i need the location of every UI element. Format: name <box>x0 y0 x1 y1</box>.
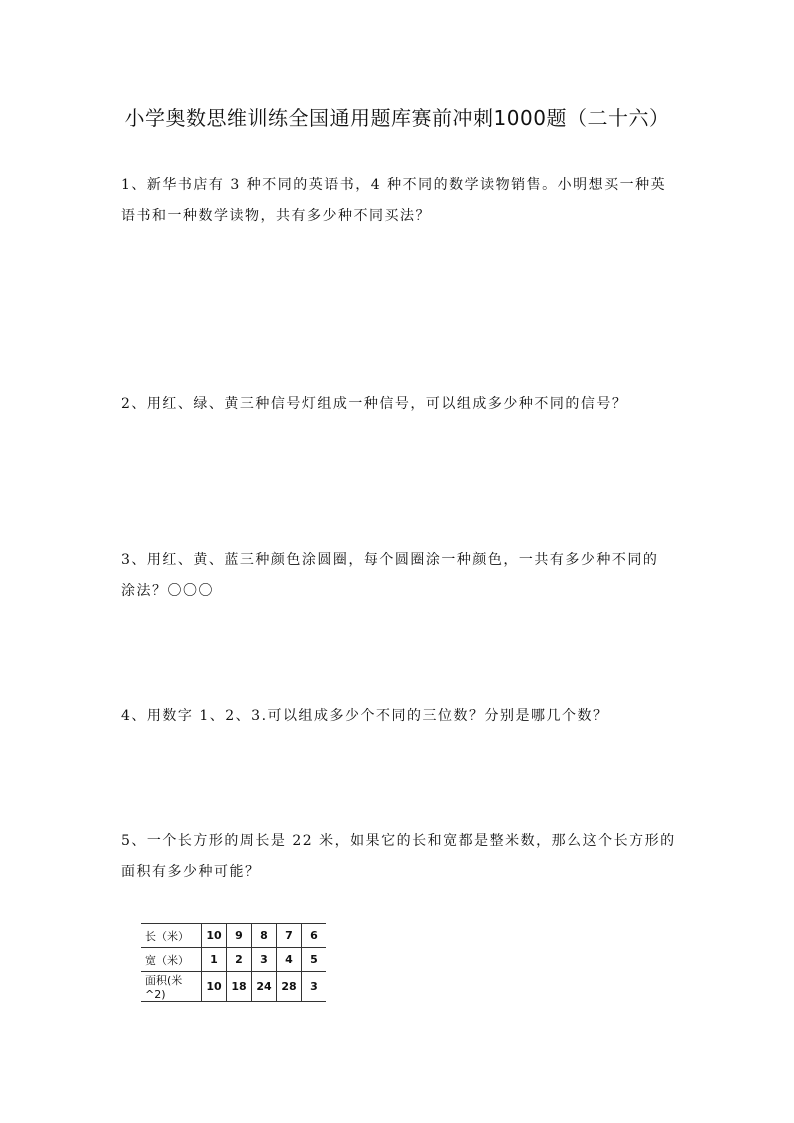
question-2-line-1: 2、用红、绿、黄三种信号灯组成一种信号，可以组成多少种不同的信号？ <box>121 396 628 412</box>
table-row-area <box>141 972 326 1002</box>
table-cell: 2 <box>227 948 252 972</box>
question-1 <box>121 170 677 232</box>
table-cell: 9 <box>227 924 252 948</box>
question-4 <box>121 701 677 732</box>
table-cell: 3 <box>302 972 327 1002</box>
question-5 <box>121 826 677 888</box>
table-row-width <box>141 948 326 972</box>
question-5-line-1: 5、一个长方形的周长是 22 米，如果它的长和宽都是整米数，那么这个长方形的 <box>121 833 676 849</box>
question-2 <box>121 389 677 420</box>
table-cell: 10 <box>202 972 227 1002</box>
question-5-line-2: 面积有多少种可能？ <box>121 864 261 880</box>
table-cell: 6 <box>302 924 327 948</box>
rectangle-area-table <box>141 923 326 1002</box>
question-1-line-2: 语书和一种数学读物，共有多少种不同买法？ <box>121 208 431 224</box>
table-cell: 24 <box>252 972 277 1002</box>
table-row-label: 宽（米） <box>141 948 202 972</box>
table-cell: 1 <box>202 948 227 972</box>
table-cell: 10 <box>202 924 227 948</box>
question-3-line-2: 涂法？〇〇〇 <box>121 583 214 599</box>
table-cell: 4 <box>277 948 302 972</box>
question-3-line-1: 3、用红、黄、蓝三种颜色涂圆圈，每个圆圈涂一种颜色，一共有多少种不同的 <box>121 552 659 568</box>
table-cell: 18 <box>227 972 252 1002</box>
question-3 <box>121 545 677 607</box>
table-cell: 8 <box>252 924 277 948</box>
table-cell: 28 <box>277 972 302 1002</box>
table-cell: 7 <box>277 924 302 948</box>
question-4-line-1: 4、用数字 1、2、3.可以组成多少个不同的三位数？分别是哪几个数？ <box>121 708 609 724</box>
table-cell: 5 <box>302 948 327 972</box>
table-cell: 3 <box>252 948 277 972</box>
table-row-label: 长（米） <box>141 924 202 948</box>
question-1-line-1: 1、新华书店有 3 种不同的英语书，4 种不同的数学读物销售。小明想买一种英 <box>121 177 667 193</box>
table-row-label: 面积(米^2) <box>141 972 202 1002</box>
page-title: 小学奥数思维训练全国通用题库赛前冲刺1000题（二十六） <box>124 106 670 130</box>
table-row-length <box>141 924 326 948</box>
